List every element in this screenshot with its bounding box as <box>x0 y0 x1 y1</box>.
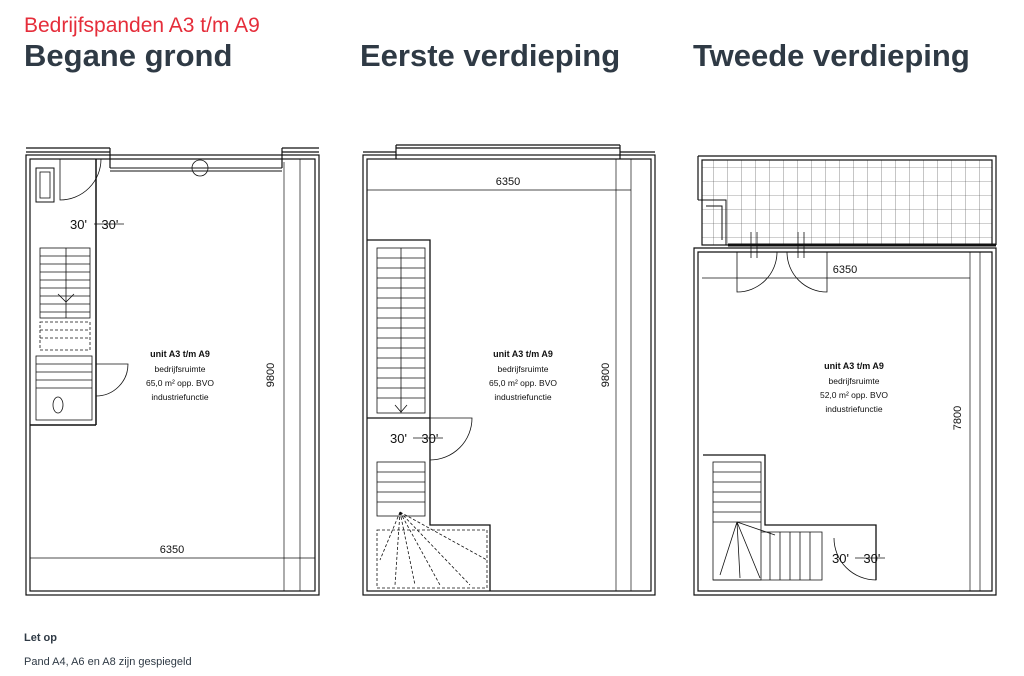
meter-cupboard <box>36 168 54 202</box>
floor-title-ground: Begane grond <box>24 38 233 73</box>
unit-function-first: industriefunctie <box>494 392 552 402</box>
stair-angle-ground: 30' 30' <box>70 217 119 232</box>
entrance-door <box>60 159 101 200</box>
unit-name-second: unit A3 t/m A9 <box>824 361 884 371</box>
stair-angle-first: 30' 30' <box>390 431 439 446</box>
note-text: Pand A4, A6 en A8 zijn gespiegeld <box>24 656 192 668</box>
width-dimension-second: 6350 <box>832 264 858 276</box>
depth-dimension-ground: 9800 <box>265 362 277 388</box>
document-subtitle: Bedrijfspanden A3 t/m A9 <box>24 14 260 37</box>
width-dimension-ground: 6350 <box>159 544 185 556</box>
width-dimension-first: 6350 <box>495 176 521 188</box>
unit-name-ground: unit A3 t/m A9 <box>150 349 210 359</box>
stair-ground <box>40 248 90 350</box>
unit-use-first: bedrijfsruimte <box>497 364 549 374</box>
unit-name-first: unit A3 t/m A9 <box>493 349 553 359</box>
window-ground <box>110 168 282 171</box>
depth-dimension-second: 7800 <box>952 405 964 431</box>
unit-area-first: 65,0 m² opp. BVO <box>488 378 558 388</box>
unit-area-ground: 65,0 m² opp. BVO <box>145 378 215 388</box>
floor-title-first: Eerste verdieping <box>360 38 621 73</box>
unit-use-ground: bedrijfsruimte <box>154 364 206 374</box>
unit-use-second: bedrijfsruimte <box>828 376 880 386</box>
note-heading: Let op <box>24 632 57 644</box>
roof-terrace <box>702 160 992 245</box>
toilet-room <box>36 356 128 420</box>
stair-first-upper <box>377 248 425 413</box>
unit-area-second: 52,0 m² opp. BVO <box>819 390 889 400</box>
unit-function-second: industriefunctie <box>825 404 883 414</box>
floor-title-second: Tweede verdieping <box>693 38 970 73</box>
unit-function-ground: industriefunctie <box>151 392 209 402</box>
stair-angle-second: 30' 30' <box>832 551 881 566</box>
walls-second <box>694 248 996 595</box>
depth-dimension-first: 9800 <box>600 362 612 388</box>
stair-second <box>713 462 822 580</box>
